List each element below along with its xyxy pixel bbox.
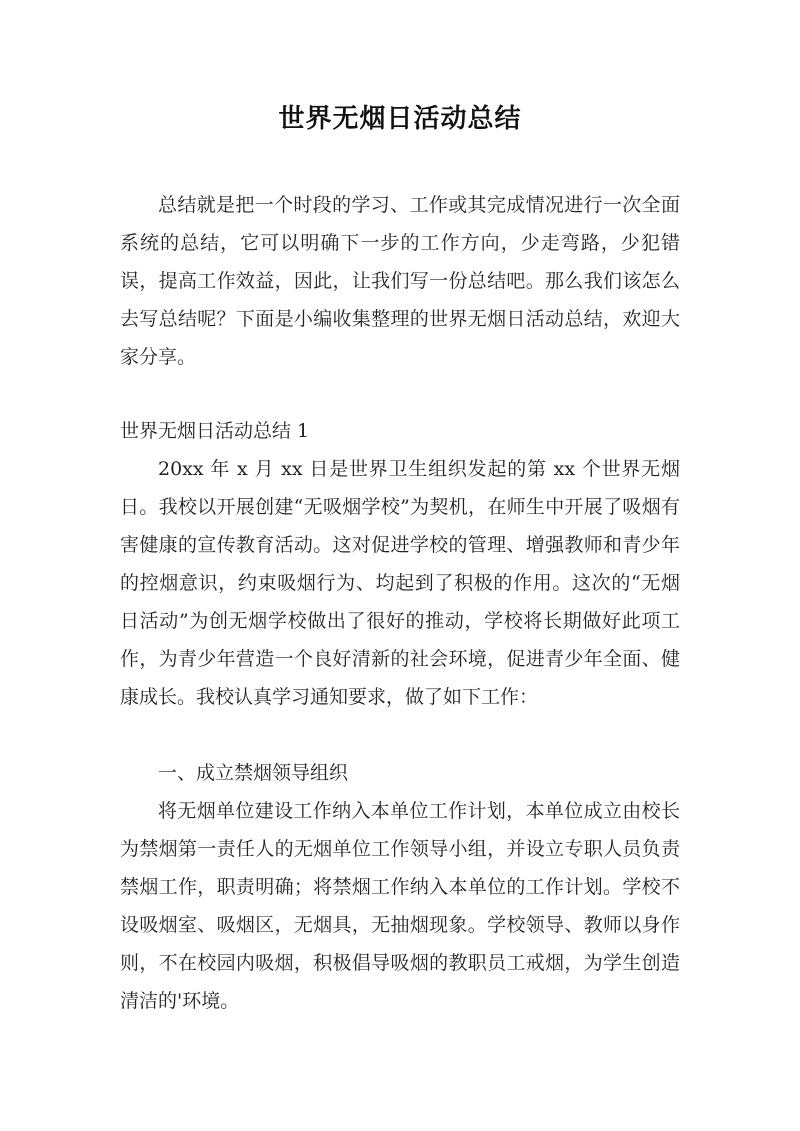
- intro-paragraph: 总结就是把一个时段的学习、工作或其完成情况进行一次全面系统的总结，它可以明确下一步的工作方向，少走弯路，少犯错误，提高工作效益，因此，让我们写一份总结吧。那么我们该怎么去写总结呢？下面是小编收集整理的世界无烟日活动总结，欢迎大家分享。: [120, 194, 680, 368]
- body-paragraph-1: 20xx 年 x 月 xx 日是世界卫生组织发起的第 xx 个世界无烟日。我校以开展创建“无吸烟学校”为契机，在师生中开展了吸烟有害健康的宣传教育活动。这对促进学校的管理、增强教师和青少年的控烟意识，约束吸烟行为、均起到了积极的作用。这次的“无烟日活动”为创无烟学校做出了很好的推动，学校将长期做好此项工作，为青少年营造一个良好清新的社会环境，促进青少年全面、健康成长。我校认真学习通知要求，做了如下工作：: [120, 458, 680, 708]
- subheading-1: 一、成立禁烟领导组织: [158, 762, 349, 784]
- body-paragraph-2: 将无烟单位建设工作纳入本单位工作计划，本单位成立由校长为禁烟第一责任人的无烟单位工作领导小组，并设立专职人员负责禁烟工作，职责明确；将禁烟工作纳入本单位的工作计划。学校不设吸烟室、吸烟区，无烟具，无抽烟现象。学校领导、教师以身作则，不在校园内吸烟，积极倡导吸烟的教职员工戒烟，为学生创造清洁的'环境。: [120, 800, 680, 1012]
- section-title: 世界无烟日活动总结 1: [120, 420, 310, 442]
- document-title: 世界无烟日活动总结: [278, 104, 522, 134]
